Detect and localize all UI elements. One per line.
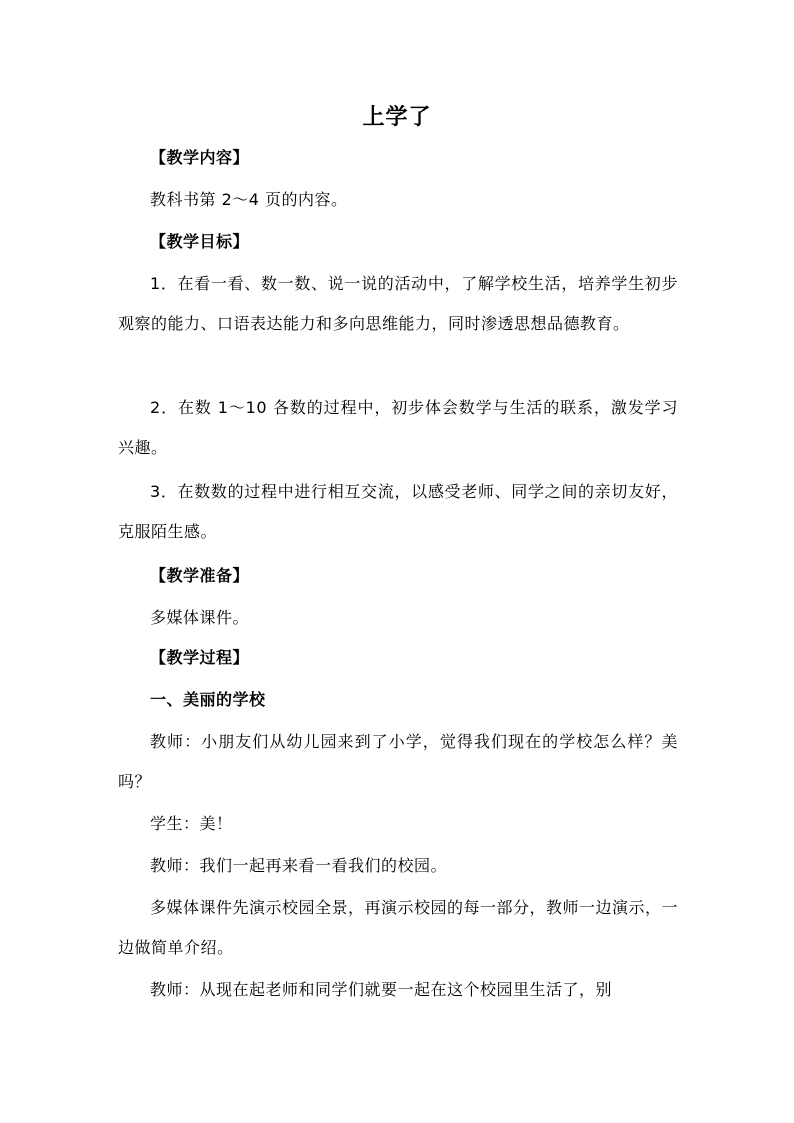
paragraph-teacher-look: 教师：我们一起再来看一看我们的校园。 xyxy=(150,856,448,875)
paragraph-objective-3: 3．在数数的过程中进行相互交流，以感受老师、同学之间的亲切友好，克服陌生感。 xyxy=(118,482,678,541)
paragraph-teacher-question: 教师：小朋友们从幼儿园来到了小学，觉得我们现在的学校怎么样？美吗？ xyxy=(118,732,678,791)
section-heading-content: 【教学内容】 xyxy=(150,148,250,167)
paragraph-student-answer: 学生：美！ xyxy=(150,814,233,833)
paragraph-multimedia: 多媒体课件。 xyxy=(150,608,250,627)
section-heading-objectives: 【教学目标】 xyxy=(150,232,250,251)
paragraph-textbook-pages: 教科书第 2～4 页的内容。 xyxy=(150,190,348,209)
paragraph-objective-1: 1．在看一看、数一数、说一说的活动中，了解学校生活，培养学生初步观察的能力、口语表达能力和多向思维能力，同时渗透思想品德教育。 xyxy=(118,274,678,333)
paragraph-objective-2: 2．在数 1～10 各数的过程中，初步体会数学与生活的联系，激发学习兴趣。 xyxy=(118,398,678,457)
subsection-heading-beautiful-school: 一、美丽的学校 xyxy=(150,690,266,709)
page-title: 上学了 xyxy=(362,105,432,130)
paragraph-teacher-from-now: 教师：从现在起老师和同学们就要一起在这个校园里生活了，别 xyxy=(150,980,613,999)
section-heading-preparation: 【教学准备】 xyxy=(150,566,250,585)
section-heading-process: 【教学过程】 xyxy=(150,648,250,667)
paragraph-demo: 多媒体课件先演示校园全景，再演示校园的每一部分，教师一边演示，一边做简单介绍。 xyxy=(118,898,679,957)
